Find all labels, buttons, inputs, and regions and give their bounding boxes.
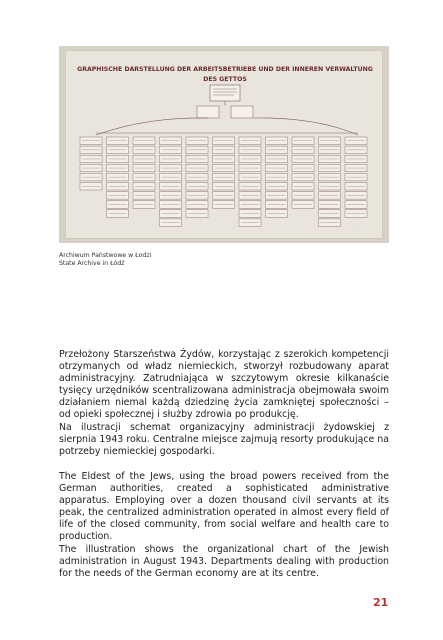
caption-polish: Archiwum Państwowe w Łodzi [59,252,152,259]
polish-text [59,349,389,458]
english-text [59,471,389,580]
svg-text:···: ··· [356,228,359,232]
caption-english: State Archive in Łódź [59,260,125,267]
archival-photo [59,46,389,243]
org-chart-poster [65,50,383,239]
english-paragraph-2: The illustration shows the organizational chart of the Jewish administration in August 1943. Departments dealing with production for the needs of the German economy are at its centre. [59,543,389,579]
org-chart-drawing [66,51,384,240]
chart-columns [80,137,367,226]
polish-paragraph-1: Przełożony Starszeństwa Żydów, korzystając z szerokich kompetencji otrzymanych od władz niemieckich, stworzył rozbudowany aparat administracyjny. Zatrudniająca w szczytowym okresie kilkanaście tysięcy urzędników scentralizowana administracja obejmowała swoim działaniem niemal każdą dziedzinę życia zamkniętej społeczności – od opieki społecznej i służby zdrowia po produkcję. [59,349,389,421]
english-paragraph-1: The Eldest of the Jews, using the broad powers received from the German authorities, created a sophisticated administrative apparatus. Employing over a dozen thousand civil servants at its peak, the centralized administration operated in almost every field of life of the closed community, from social welfare and health care to production. [59,471,389,543]
page-number: 21 [373,596,389,609]
poster-heading-line1: GRAPHISCHE DARSTELLUNG DER ARBEITSBETRIEBE UND DER INNEREN VERWALTUNG [77,66,373,73]
polish-paragraph-2: Na ilustracji schemat organizacyjny administracji żydowskiej z sierpnia 1943 roku. Centralne miejsce zajmują resorty produkujące na potrzeby niemieckiej gospodarki. [59,421,389,457]
poster-heading-line2: DES GETTOS [203,76,247,83]
image-caption [59,252,151,268]
